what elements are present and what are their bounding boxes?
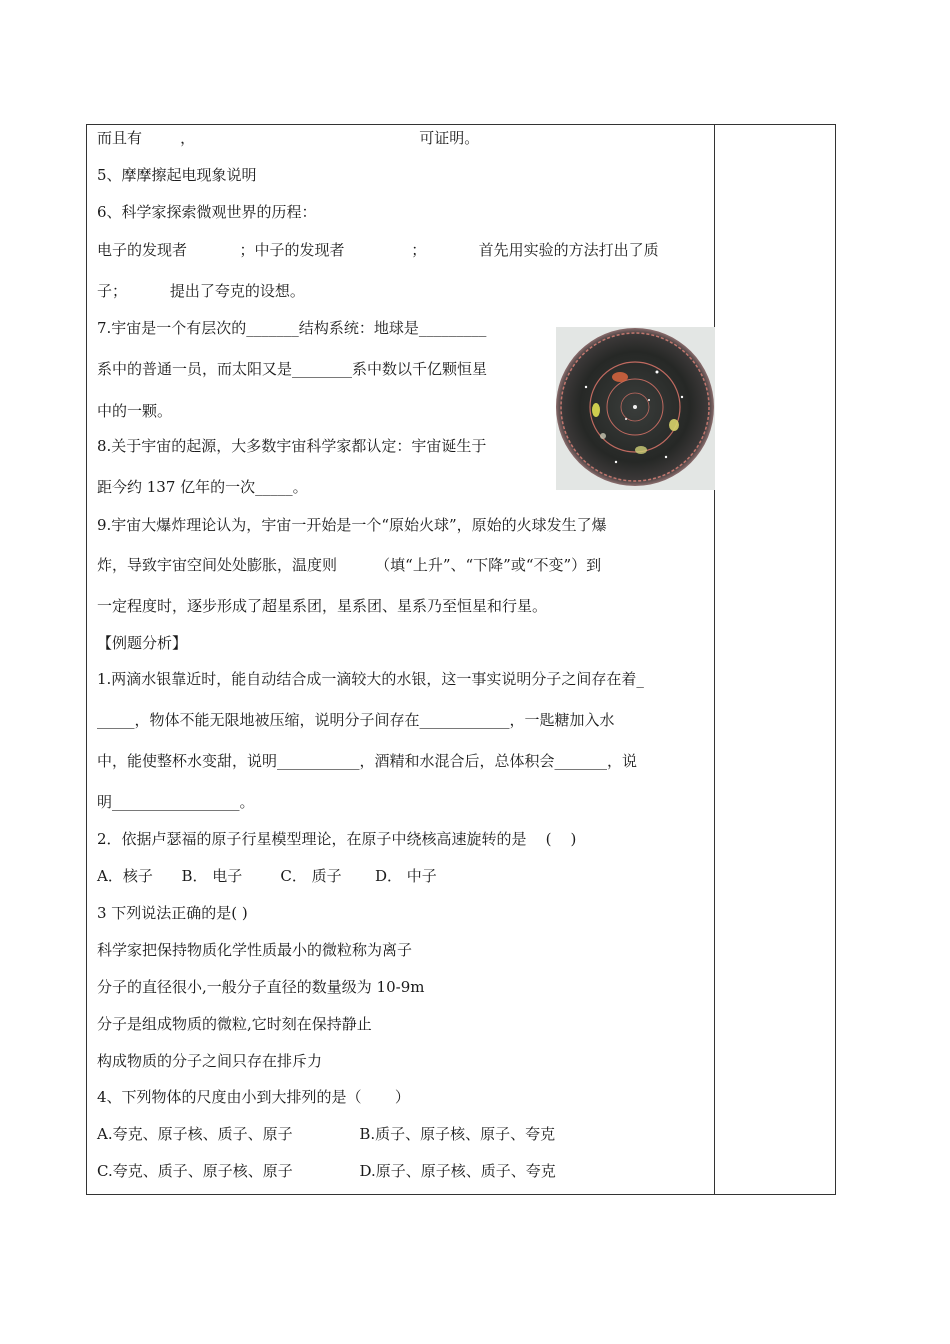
text-line: 8.关于宇宙的起源，大多数宇宙科学家都认定：宇宙诞生于 xyxy=(97,437,487,455)
column-divider xyxy=(714,125,715,1194)
text-line: A．核子 B． 电子 C． 质子 D． 中子 xyxy=(97,867,437,885)
text-line: C.夸克、质子、原子核、原子 D.原子、原子核、质子、夸克 xyxy=(97,1162,556,1180)
text-line: 系中的普通一员，而太阳又是________系中数以千亿颗恒星 xyxy=(97,360,488,378)
text-line: 距今约 137 亿年的一次_____。 xyxy=(97,478,308,496)
text-line: 分子是组成物质的微粒,它时刻在保持静止 xyxy=(97,1015,372,1033)
text-line: A.夸克、原子核、质子、原子 B.质子、原子核、原子、夸克 xyxy=(97,1125,556,1143)
text-line: 构成物质的分子之间只存在排斥力 xyxy=(97,1052,323,1070)
text-line: 中的一颗。 xyxy=(97,402,173,420)
text-line: 炸，导致宇宙空间处处膨胀，温度则 （填“上升”、“下降”或“不变”）到 xyxy=(97,556,602,574)
text-line: 科学家把保持物质化学性质最小的微粒称为离子 xyxy=(97,941,413,959)
text-line: _____，物体不能无限地被压缩，说明分子间存在____________，一匙糖加入水 xyxy=(97,711,615,729)
text-line: 一定程度时，逐步形成了超星系团，星系团、星系乃至恒星和行星。 xyxy=(97,597,548,615)
text-line: 5、摩摩擦起电现象说明 xyxy=(97,166,257,184)
text-line: 中，能使整杯水变甜，说明___________，酒精和水混合后，总体积会_______，说 xyxy=(97,752,638,770)
worksheet-table xyxy=(86,124,836,1195)
text-line: 6、科学家探索微观世界的历程： xyxy=(97,203,317,221)
text-line: 9.宇宙大爆炸理论认为，宇宙一开始是一个“原始火球”，原始的火球发生了爆 xyxy=(97,516,607,534)
text-line: 电子的发现者 ；中子的发现者 ； 首先用实验的方法打出了质 xyxy=(97,241,659,259)
universe-image xyxy=(556,327,715,490)
text-line: 3 下列说法正确的是( ) xyxy=(97,904,248,922)
text-line: 分子的直径很小,一般分子直径的数量级为 10-9m xyxy=(97,978,425,996)
text-line: 1.两滴水银靠近时，能自动结合成一滴较大的水银，这一事实说明分子之间存在着_ xyxy=(97,670,644,688)
text-line: 4、下列物体的尺度由小到大排列的是（ ） xyxy=(97,1088,410,1106)
text-line: 子； 提出了夸克的设想。 xyxy=(97,282,305,300)
galaxy-illustration xyxy=(556,327,715,490)
text-line: 2．依据卢瑟福的原子行星模型理论，在原子中绕核高速旋转的是 ( ) xyxy=(97,830,577,848)
text-line: 7.宇宙是一个有层次的_______结构系统：地球是_________ xyxy=(97,319,487,337)
section-heading: 【例题分析】 xyxy=(97,634,188,652)
text-line: 明_________________。 xyxy=(97,793,255,811)
text-line: 而且有 ， 可证明。 xyxy=(97,129,480,147)
